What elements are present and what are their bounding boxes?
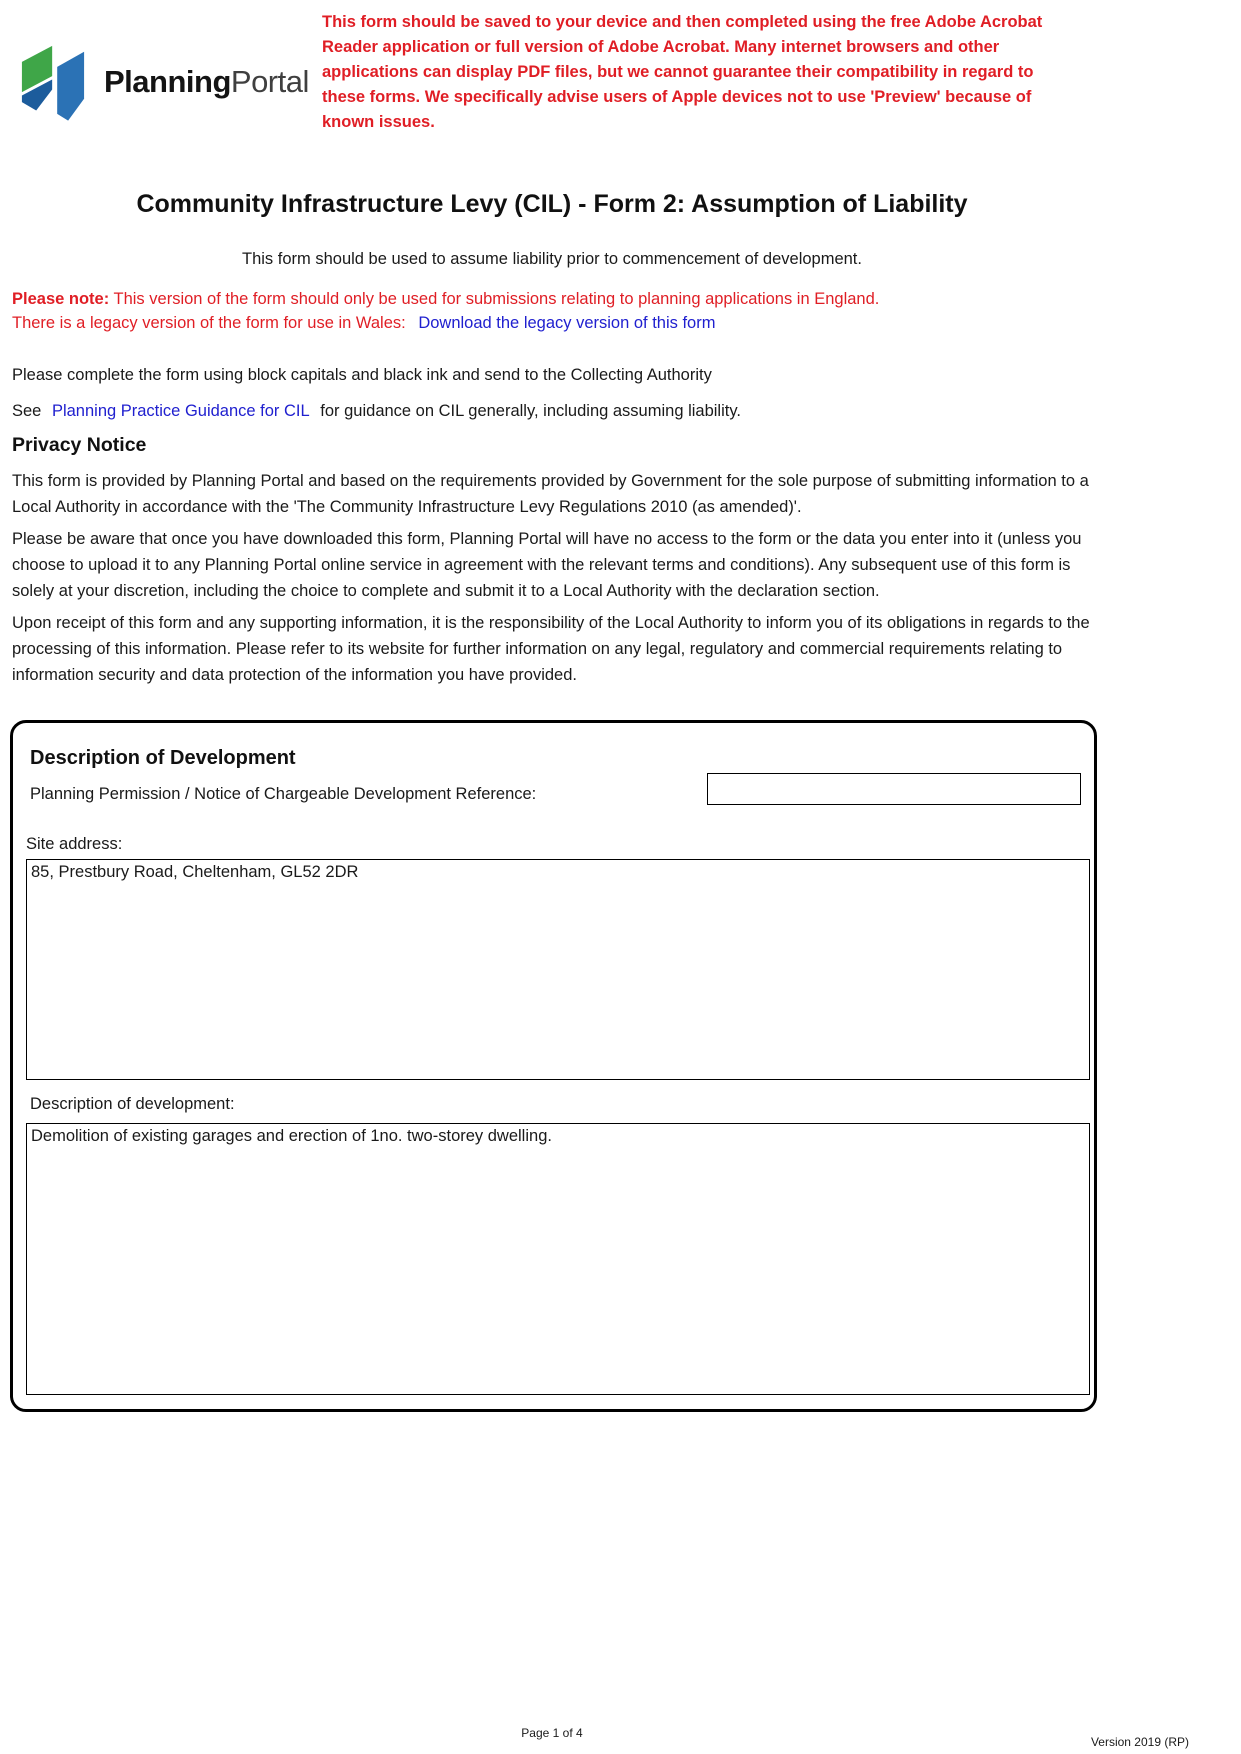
note-text: This version of the form should only be used for submissions relating to planning applications in England. [113, 290, 880, 308]
see-suffix: for guidance on CIL generally, including assuming liability. [320, 402, 741, 420]
guidance-instruction [12, 402, 741, 421]
form-subtitle: This form should be used to assume liability prior to commencement of development. [242, 250, 862, 268]
logo-text-portal: Portal [230, 64, 309, 99]
planning-portal-logo [18, 40, 309, 124]
privacy-paragraph-3: Upon receipt of this form and any supporting information, it is the responsibility of the Local Authority to inform you of its obligations in regards to the processing of this information. Please refer to its website for further information on any legal, regulatory and commercial requirements relating to information security and data protection of the information you have provided. [12, 614, 1090, 684]
page-number: Page 1 of 4 [521, 1726, 583, 1740]
privacy-paragraph-2: Please be aware that once you have downloaded this form, Planning Portal will have no access to the form or the data you enter into it (unless you choose to upload it to any Planning Portal online service in agreement with the relevant terms and conditions). Any subsequent use of this form is solely at your discretion, including the choice to complete and submit it to a Local Authority with the declaration section. [12, 530, 1082, 600]
privacy-notice-heading: Privacy Notice [12, 434, 147, 456]
block-capitals-instruction: Please complete the form using block capitals and black ink and send to the Collecting Authority [12, 366, 712, 384]
wales-legacy-text: There is a legacy version of the form for use in Wales: [12, 313, 406, 332]
site-address-textarea[interactable] [26, 859, 1090, 1080]
planning-permission-reference-label: Planning Permission / Notice of Chargeable Development Reference: [30, 785, 537, 803]
planning-portal-logo-icon [18, 40, 88, 124]
version-label: Version 2019 (RP) [1090, 1735, 1189, 1749]
legacy-form-link[interactable]: Download the legacy version of this form [418, 313, 716, 332]
logo-wordmark [104, 64, 309, 100]
section-heading: Description of Development [30, 747, 296, 769]
description-of-development-section [10, 720, 1097, 1412]
privacy-paragraph-1: This form is provided by Planning Portal and based on the requirements provided by Government for the sole purpose of submitting information to a Local Authority in accordance with the 'The Community Infrastructure Levy Regulations 2010 (as amended)'. [12, 472, 1089, 516]
form-title: Community Infrastructure Levy (CIL) - Form 2: Assumption of Liability [136, 190, 968, 218]
see-prefix: See [12, 402, 42, 420]
logo-text-planning: Planning [104, 64, 231, 99]
england-only-note [12, 288, 879, 335]
planning-permission-reference-input[interactable] [707, 773, 1081, 805]
please-note-label: Please note: [12, 290, 110, 308]
adobe-acrobat-warning: This form should be saved to your device and then completed using the free Adobe Acrobat Reader application or full version of Adobe Acrobat. Many internet browsers and other applications can display PDF files, but we cannot guarantee their compatibility in regard to these forms. We specifically advise users of Apple devices not to use 'Preview' because of known issues. [322, 13, 1043, 131]
note-line-1 [12, 288, 879, 312]
site-address-label: Site address: [26, 835, 123, 853]
description-of-development-label: Description of development: [30, 1095, 235, 1113]
planning-practice-guidance-link[interactable]: Planning Practice Guidance for CIL [51, 402, 310, 420]
note-line-2 [12, 312, 879, 336]
description-of-development-textarea[interactable] [26, 1123, 1090, 1395]
